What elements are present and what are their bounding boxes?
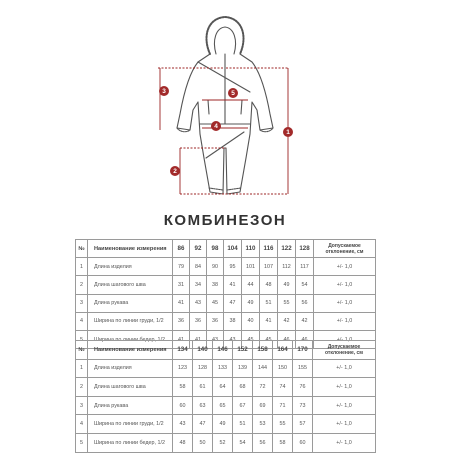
- measurement-name: Длина изделия: [88, 258, 173, 276]
- cell-value: 41: [260, 312, 278, 330]
- cell-value: 45: [242, 330, 260, 348]
- cell-value: 36: [190, 312, 207, 330]
- cell-value: 47: [224, 294, 242, 312]
- jumpsuit-drawing: [140, 6, 310, 202]
- cell-value: 123: [173, 359, 193, 378]
- cell-value: 46: [278, 330, 296, 348]
- cell-value: 40: [242, 312, 260, 330]
- cell-value: 67: [233, 396, 253, 415]
- cell-value: 49: [242, 294, 260, 312]
- cell-value: 46: [296, 330, 314, 348]
- marker-2: [170, 166, 180, 176]
- size-header: 134: [173, 341, 193, 360]
- measurement-name: Длина изделия: [88, 359, 173, 378]
- cell-value: 44: [242, 276, 260, 294]
- tolerance-value: +/- 1,0: [314, 294, 376, 312]
- cell-value: 43: [207, 330, 224, 348]
- size-table-large: [75, 340, 376, 453]
- cell-value: 58: [273, 433, 293, 452]
- table-row: [76, 312, 376, 330]
- cell-value: 41: [224, 276, 242, 294]
- cell-value: 107: [260, 258, 278, 276]
- cell-value: 54: [296, 276, 314, 294]
- cell-value: 51: [233, 415, 253, 434]
- cell-value: 155: [293, 359, 313, 378]
- cell-value: 56: [253, 433, 273, 452]
- size-header: 170: [293, 341, 313, 360]
- size-header: 146: [213, 341, 233, 360]
- cell-value: 112: [278, 258, 296, 276]
- num-header: №: [76, 240, 88, 258]
- svg-text:4: 4: [214, 123, 218, 131]
- size-header: 164: [273, 341, 293, 360]
- size-header: 104: [224, 240, 242, 258]
- svg-text:5: 5: [231, 90, 235, 98]
- cell-value: 56: [296, 294, 314, 312]
- cell-value: 36: [173, 312, 190, 330]
- tolerance-value: +/- 1,0: [313, 359, 376, 378]
- measurement-name: Ширина по линии бедер, 1/2: [88, 433, 173, 452]
- cell-value: 73: [293, 396, 313, 415]
- cell-value: 63: [193, 396, 213, 415]
- hood-outline: [206, 17, 243, 54]
- cell-value: 150: [273, 359, 293, 378]
- cell-value: 53: [253, 415, 273, 434]
- cell-value: 43: [190, 294, 207, 312]
- cell-value: 51: [260, 294, 278, 312]
- svg-text:2: 2: [173, 168, 177, 176]
- row-number: 2: [76, 378, 88, 397]
- cell-value: 60: [293, 433, 313, 452]
- table-row: [76, 258, 376, 276]
- cell-value: 117: [296, 258, 314, 276]
- cell-value: 48: [173, 433, 193, 452]
- cell-value: 64: [213, 378, 233, 397]
- cell-value: 55: [278, 294, 296, 312]
- cell-value: 71: [273, 396, 293, 415]
- cell-value: 34: [190, 276, 207, 294]
- table-row: [76, 396, 376, 415]
- cell-value: 38: [207, 276, 224, 294]
- cell-value: 36: [207, 312, 224, 330]
- cell-value: 76: [293, 378, 313, 397]
- size-header: 122: [278, 240, 296, 258]
- measurement-name: Ширина по линии груди, 1/2: [88, 312, 173, 330]
- cell-value: 72: [253, 378, 273, 397]
- cell-value: 128: [193, 359, 213, 378]
- table-row: [76, 276, 376, 294]
- cell-value: 47: [193, 415, 213, 434]
- cell-value: 58: [173, 378, 193, 397]
- svg-text:3: 3: [162, 88, 166, 96]
- tolerance-header: Допускаемое отклонение, см: [313, 341, 376, 360]
- size-header: 92: [190, 240, 207, 258]
- cell-value: 45: [207, 294, 224, 312]
- tolerance-value: +/- 1,0: [313, 433, 376, 452]
- size-header: 98: [207, 240, 224, 258]
- cell-value: 57: [293, 415, 313, 434]
- measurement-name: Ширина по линии груди, 1/2: [88, 415, 173, 434]
- table-header-row: [76, 341, 376, 360]
- cell-value: 139: [233, 359, 253, 378]
- cell-value: 43: [224, 330, 242, 348]
- tolerance-value: +/- 1,0: [314, 258, 376, 276]
- tolerance-header: Допускаемое отклонение, см: [314, 240, 376, 258]
- name-header: Наименование измерения: [88, 240, 173, 258]
- page-title: КОМБИНЕЗОН: [163, 212, 287, 229]
- svg-text:1: 1: [286, 129, 290, 137]
- cell-value: 60: [173, 396, 193, 415]
- cell-value: 48: [260, 276, 278, 294]
- row-number: 3: [76, 294, 88, 312]
- measurement-name: Ширина по линии бедер, 1/2: [88, 330, 173, 348]
- table-row: [76, 433, 376, 452]
- table-header-row: [76, 240, 376, 258]
- cell-value: 49: [278, 276, 296, 294]
- cell-value: 84: [190, 258, 207, 276]
- cell-value: 101: [242, 258, 260, 276]
- cell-value: 31: [173, 276, 190, 294]
- marker-5: [228, 88, 238, 98]
- tolerance-value: +/- 1,0: [314, 330, 376, 348]
- cell-value: 50: [193, 433, 213, 452]
- marker-1: [283, 127, 293, 137]
- size-header: 116: [260, 240, 278, 258]
- row-number: 2: [76, 276, 88, 294]
- cell-value: 38: [224, 312, 242, 330]
- cell-value: 65: [213, 396, 233, 415]
- row-number: 1: [76, 258, 88, 276]
- row-number: 5: [76, 330, 88, 348]
- size-header: 140: [193, 341, 213, 360]
- cell-value: 95: [224, 258, 242, 276]
- cell-value: 61: [193, 378, 213, 397]
- cell-value: 41: [173, 330, 190, 348]
- size-header: 128: [296, 240, 314, 258]
- size-header: 152: [233, 341, 253, 360]
- cell-value: 42: [296, 312, 314, 330]
- jumpsuit-drawing-svg: [140, 6, 310, 202]
- marker-4: [211, 121, 221, 131]
- cell-value: 144: [253, 359, 273, 378]
- row-number: 1: [76, 359, 88, 378]
- cell-value: 55: [273, 415, 293, 434]
- measurement-name: Длина шагового шва: [88, 378, 173, 397]
- table-row: [76, 415, 376, 434]
- cell-value: 52: [213, 433, 233, 452]
- cell-value: 49: [213, 415, 233, 434]
- tolerance-value: +/- 1,0: [314, 276, 376, 294]
- tolerance-value: +/- 1,0: [313, 378, 376, 397]
- cell-value: 42: [278, 312, 296, 330]
- size-table-small: [75, 239, 376, 349]
- measurement-name: Длина рукава: [88, 396, 173, 415]
- cell-value: 43: [173, 415, 193, 434]
- table-row: [76, 378, 376, 397]
- tolerance-value: +/- 1,0: [313, 396, 376, 415]
- cell-value: 41: [190, 330, 207, 348]
- cell-value: 90: [207, 258, 224, 276]
- tolerance-value: +/- 1,0: [314, 312, 376, 330]
- measurement-name: Длина шагового шва: [88, 276, 173, 294]
- cell-value: 41: [173, 294, 190, 312]
- table-row: [76, 294, 376, 312]
- cell-value: 69: [253, 396, 273, 415]
- name-header: Наименование измерения: [88, 341, 173, 360]
- row-number: 4: [76, 415, 88, 434]
- row-number: 4: [76, 312, 88, 330]
- row-number: 5: [76, 433, 88, 452]
- hood-inner: [214, 27, 235, 54]
- row-number: 3: [76, 396, 88, 415]
- cell-value: 45: [260, 330, 278, 348]
- cell-value: 133: [213, 359, 233, 378]
- cell-value: 54: [233, 433, 253, 452]
- marker-3: [159, 86, 169, 96]
- cell-value: 79: [173, 258, 190, 276]
- table-row: [76, 359, 376, 378]
- num-header: №: [76, 341, 88, 360]
- measurement-name: Длина рукава: [88, 294, 173, 312]
- cell-value: 68: [233, 378, 253, 397]
- size-header: 158: [253, 341, 273, 360]
- size-header: 86: [173, 240, 190, 258]
- cell-value: 74: [273, 378, 293, 397]
- tolerance-value: +/- 1,0: [313, 415, 376, 434]
- size-header: 110: [242, 240, 260, 258]
